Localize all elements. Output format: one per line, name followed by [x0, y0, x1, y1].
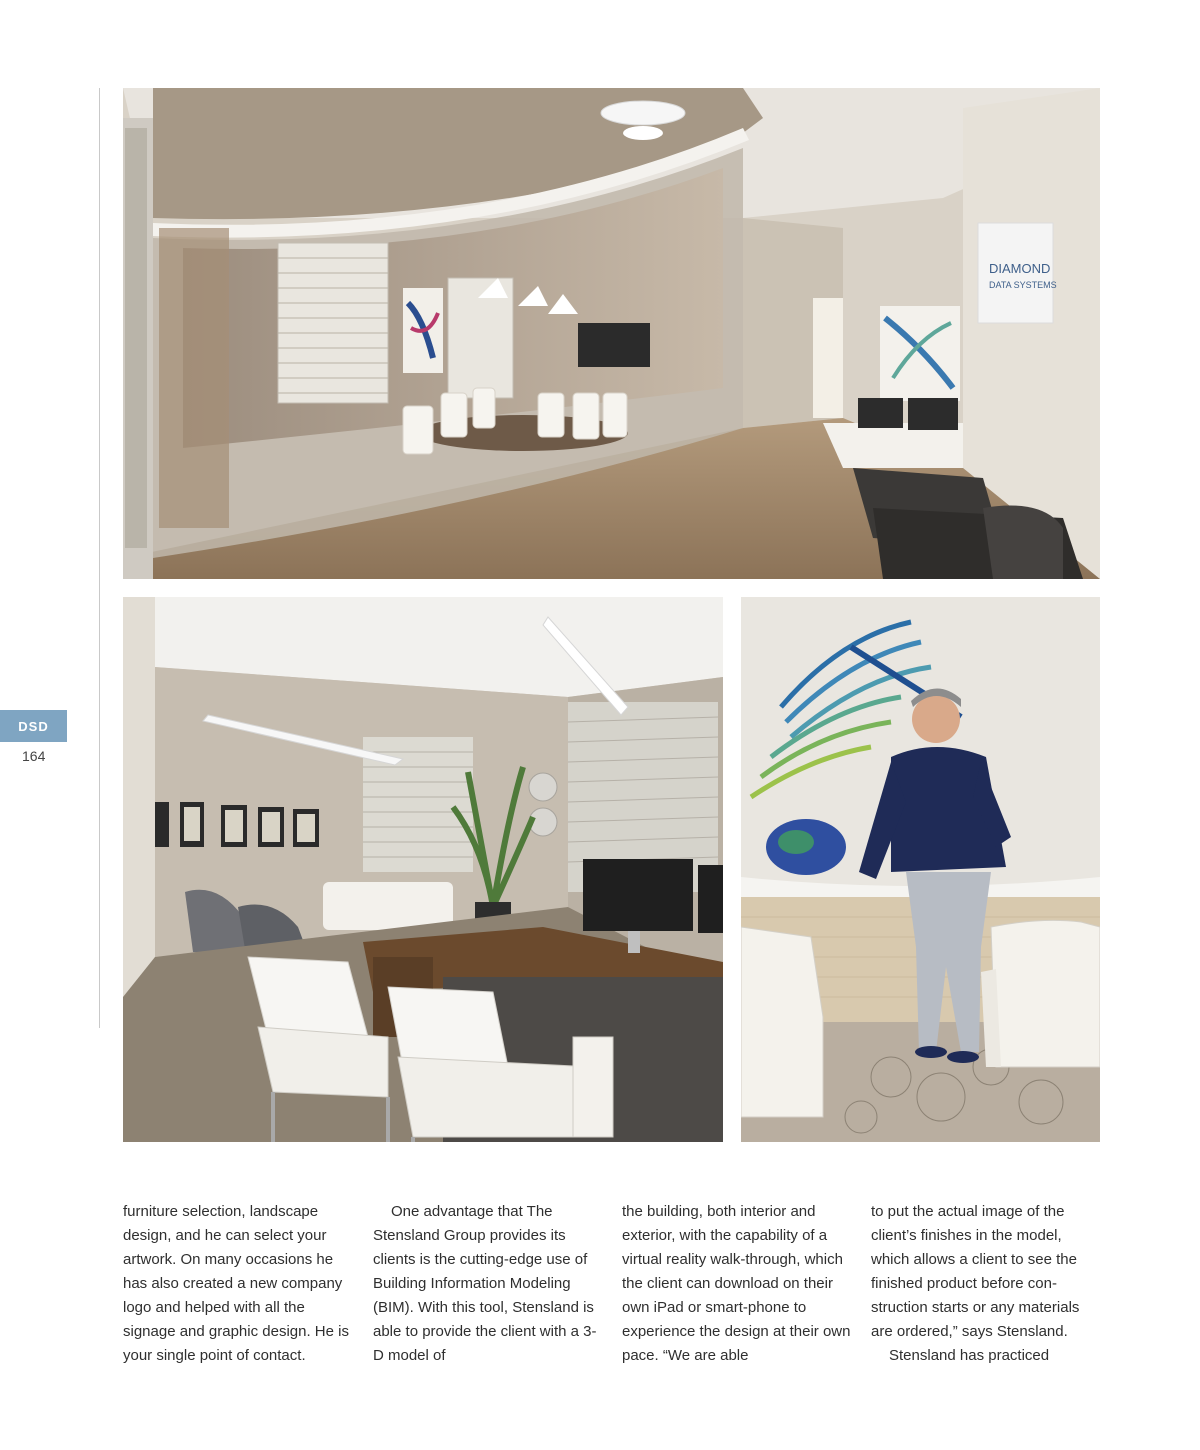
section-tab: DSD — [0, 710, 67, 742]
article-column-1 — [123, 1200, 355, 1368]
article-paragraph: Stensland has practiced — [889, 1347, 1050, 1364]
office-illustration — [123, 597, 723, 1142]
lobby-sign-line2: DATA SYSTEMS — [989, 280, 1057, 290]
article-paragraph: to put the actual image of the client’s finishes in the model, which allows a client to see the finished product before con-struction starts or any materials are ordered,” says Stensland. — [871, 1203, 1080, 1340]
lobby-sign-line1: DIAMOND — [989, 261, 1051, 276]
article-paragraph: the building, both interior and exterior, with the capability of a virtual reality walk-through, which the client can download on their own iPad or smart-phone to experience the design at their own pace. “We are able — [622, 1203, 851, 1364]
article-column-3 — [622, 1200, 854, 1368]
portrait-photo — [741, 597, 1100, 1142]
portrait-illustration — [741, 597, 1100, 1142]
lobby-illustration — [123, 88, 1100, 579]
article-column-4 — [871, 1200, 1103, 1368]
margin-rule — [99, 88, 100, 1028]
office-photo — [123, 597, 723, 1142]
article-column-2 — [373, 1200, 605, 1368]
article-paragraph: One advantage that The Stensland Group provides its clients is the cutting-edge use of Building Information Modeling (BIM). With this tool, Stensland is able to provide the client with a 3-D model of — [373, 1203, 597, 1364]
article-paragraph: furniture selection, landscape design, and he can select your artwork. On many occasions he has also created a new company logo and helped with all the signage and graphic design. He is your single point of contact. — [123, 1203, 349, 1364]
lobby-photo — [123, 88, 1100, 579]
page-number: 164 — [22, 748, 46, 764]
